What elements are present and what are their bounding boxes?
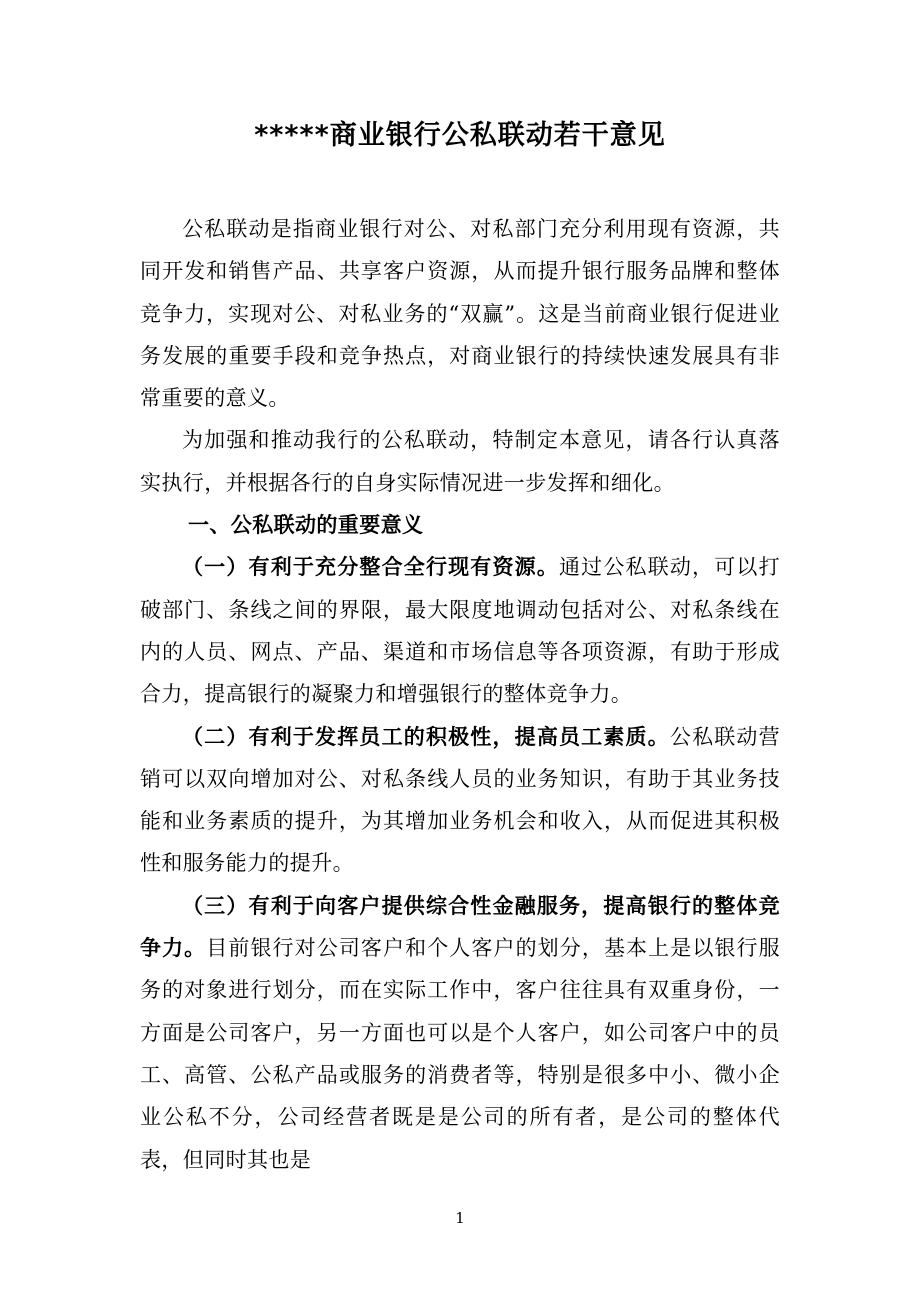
section-2-lead: （二）有利于发挥员工的积极性，提高员工素质。 (182, 724, 670, 749)
section-1-text: 通过公私联动，可以打破部门、条线之间的界限，最大限度地调动包括对公、对私条线在内的人员、网点、产品、渠道和市场信息等各项资源，有助于形成合力，提高银行的凝聚力和增强银行的整体竞争力。 (140, 555, 780, 707)
section-heading: 一、公私联动的重要意义 (188, 513, 424, 538)
section-2-text: 公私联动营销可以双向增加对公、对私条线人员的业务知识，有助于其业务技能和业务素质的提升，为其增加业务机会和收入，从而促进其积极性和服务能力的提升。 (140, 724, 780, 876)
section-paragraph-1 (140, 546, 780, 715)
page-number: 1 (455, 1209, 465, 1227)
document-body (140, 208, 780, 1181)
section-3-lead: （三）有利于向客户提供综合性金融服务，提高银行的整体竞争力。 (140, 893, 780, 961)
intro-paragraph-1: 公私联动是指商业银行对公、对私部门充分利用现有资源，共同开发和销售产品、共享客户资源，从而提升银行服务品牌和整体竞争力，实现对公、对私业务的“双赢”。这是当前商业银行促进业务发展的重要手段和竞争热点，对商业银行的持续快速发展具有非常重要的意义。 (140, 217, 780, 411)
document-title: *****商业银行公私联动若干意见 (254, 120, 666, 151)
section-paragraph-2 (140, 716, 780, 885)
intro-paragraph-2: 为加强和推动我行的公私联动，特制定本意见，请各行认真落实执行，并根据各行的自身实际情况进一步发挥和细化。 (140, 428, 780, 495)
section-3-text: 目前银行对公司客户和个人客户的划分，基本上是以银行服务的对象进行划分，而在实际工作中，客户往往具有双重身份，一方面是公司客户，另一方面也可以是个人客户，如公司客户中的员工、高管、公私产品或服务的消费者等，特别是很多中小、微小企业公私不分，公司经营者既是是公司的所有者，是公司的整体代表，但同时其也是 (140, 936, 780, 1172)
section-paragraph-3 (140, 885, 780, 1181)
section-1-lead: （一）有利于充分整合全行现有资源。 (182, 555, 559, 580)
